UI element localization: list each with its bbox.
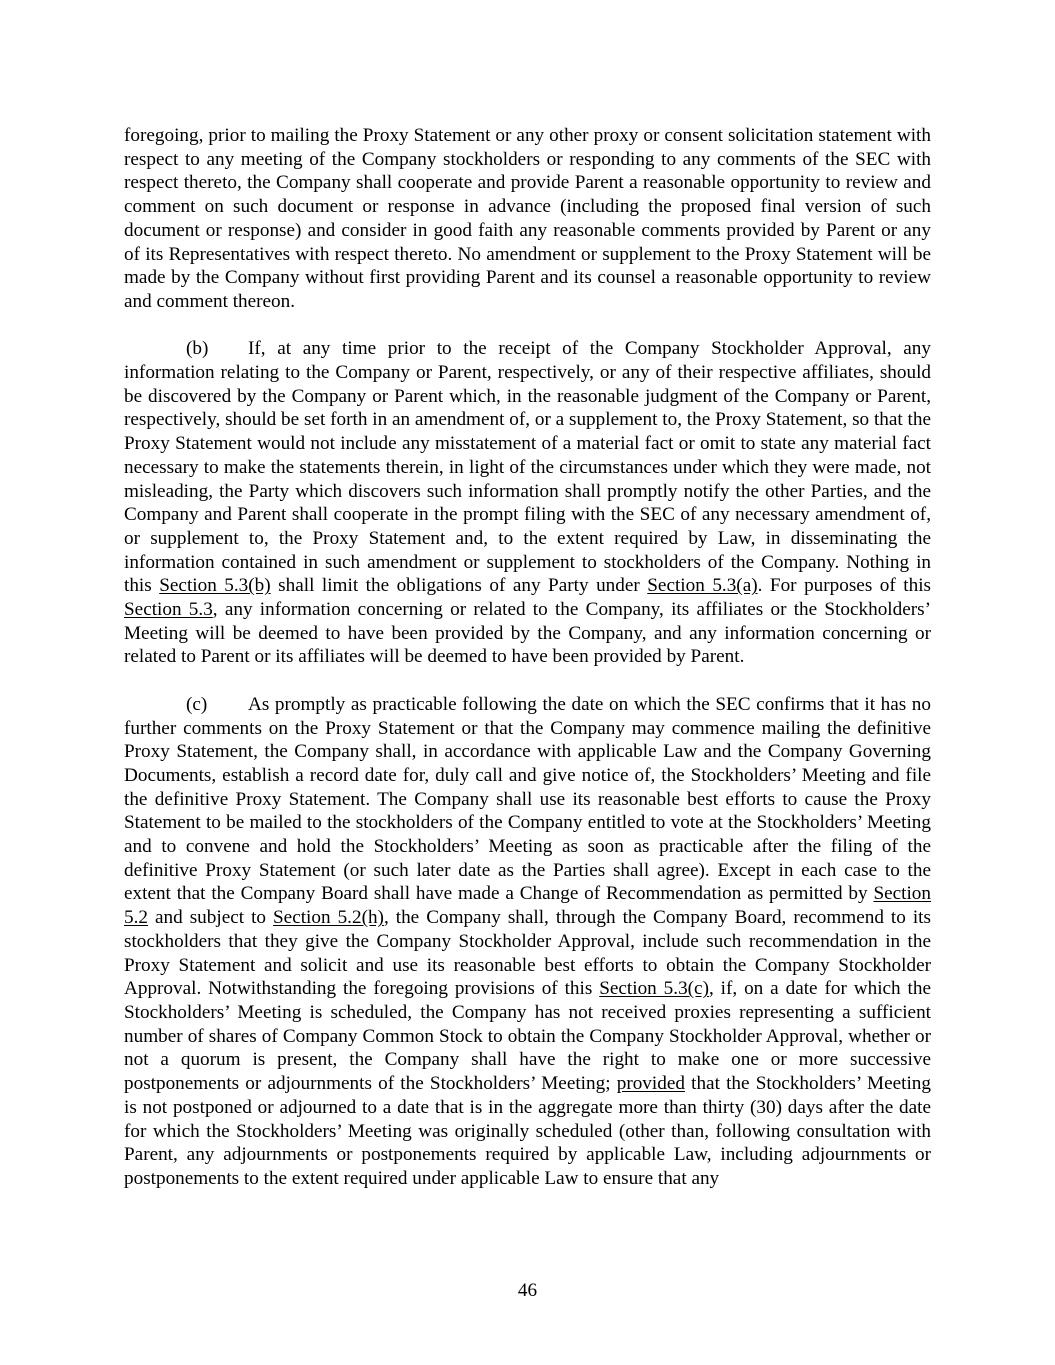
section-ref-5-2: Section 5.2 (124, 883, 931, 929)
paragraph-b-label: (b) (186, 338, 209, 360)
paragraph-c-text-4: , if, on a date for which the Stockholders’ Meeting is scheduled, the Company has not received proxies representing a sufficient number of shares of Company Common Stock to obtain the Company Stockholder Approval, whether or not a quorum is present, the Company shall have the right to make one or more successive postponements or adjournments of the Stockholders’ Meeting; (124, 978, 931, 1095)
document-page (124, 124, 931, 1191)
paragraph-b-text-1: If, at any time prior to the receipt of the Company Stockholder Approval, any information relating to the Company or Parent, respectively, or any of their respective affiliates, should be discovered by the Company or Parent which, in the reasonable judgment of the Company or Parent, respectively, should be set forth in an amendment of, or a supplement to, the Proxy Statement, so that the Proxy Statement would not include any misstatement of a material fact or omit to state any material fact necessary to make the statements therein, in light of the circumstances under which they were made, not misleading, the Party which discovers such information shall promptly notify the other Parties, and the Company and Parent shall cooperate in the prompt filing with the SEC of any necessary amendment of, or supplement to, the Proxy Statement and, to the extent required by Law, in disseminating the information contained in such amendment or supplement to stockholders of the Company. Nothing in this (124, 338, 931, 597)
paragraph-b (124, 337, 931, 669)
paragraph-c-text-1: As promptly as practicable following the date on which the SEC confirms that it has no further comments on the Proxy Statement or that the Company may commence mailing the definitive Proxy Statement, the Company shall, in accordance with applicable Law and the Company Governing Documents, establish a record date for, duly call and give notice of, the Stockholders’ Meeting and file the definitive Proxy Statement. The Company shall use its reasonable best efforts to cause the Proxy Statement to be mailed to the stockholders of the Company entitled to vote at the Stockholders’ Meeting and to convene and hold the Stockholders’ Meeting as soon as practicable after the filing of the definitive Proxy Statement (or such later date as the Parties shall agree). Except in each case to the extent that the Company Board shall have made a Change of Recommendation as permitted by (124, 693, 931, 905)
paragraph-b-text-4: , any information concerning or related to the Company, its affiliates or the Stockholders’ Meeting will be deemed to have been provided by the Company, and any information concerning or related to Parent or its affiliates will be deemed to have been provided by Parent. (124, 599, 931, 668)
paragraph-c-text-5: that the Stockholders’ Meeting is not postponed or adjourned to a date that is in the aggregate more than thirty (30) days after the date for which the Stockholders’ Meeting was originally scheduled (other than, following consultation with Parent, any adjournments or postponements required by applicable Law, including adjournments or postponements to the extent required under applicable Law to ensure that any (124, 1073, 931, 1189)
paragraph-b-text-2: shall limit the obligations of any Party under (270, 575, 648, 597)
paragraph-c-label: (c) (186, 693, 208, 715)
paragraph-c-text-3: , the Company shall, through the Company Board, recommend to its stockholders that they give the Company Stockholder Approval, include such recommendation in the Proxy Statement and solicit and use its reasonable best efforts to obtain the Company Stockholder Approval. Notwithstanding the foregoing provisions of this (124, 907, 931, 1000)
section-ref-5-3-c: Section 5.3(c) (599, 978, 709, 1000)
paragraph-c-text-2: and subject to (147, 907, 274, 929)
paragraph-a-continuation (124, 124, 931, 314)
paragraph-c (124, 693, 931, 1191)
paragraph-a-text: foregoing, prior to mailing the Proxy Statement or any other proxy or consent solicitation statement with respect to any meeting of the Company stockholders or responding to any comments of the SEC with respect thereto, the Company shall cooperate and provide Parent a reasonable opportunity to review and comment on such document or response in advance (including the proposed final version of such document or response) and consider in good faith any reasonable comments provided by Parent or any of its Representatives with respect thereto. No amendment or supplement to the Proxy Statement will be made by the Company without first providing Parent and its counsel a reasonable opportunity to review and comment thereon. (124, 125, 931, 312)
section-ref-5-3-b: Section 5.3(b) (159, 575, 271, 597)
section-ref-5-3: Section 5.3 (124, 599, 213, 621)
paragraph-b-text-3: . For purposes of this (757, 575, 931, 597)
provided-term: provided (616, 1073, 685, 1095)
section-ref-5-3-a: Section 5.3(a) (647, 575, 758, 597)
page-number: 46 (517, 1280, 538, 1301)
section-ref-5-2-h: Section 5.2(h) (273, 907, 384, 929)
